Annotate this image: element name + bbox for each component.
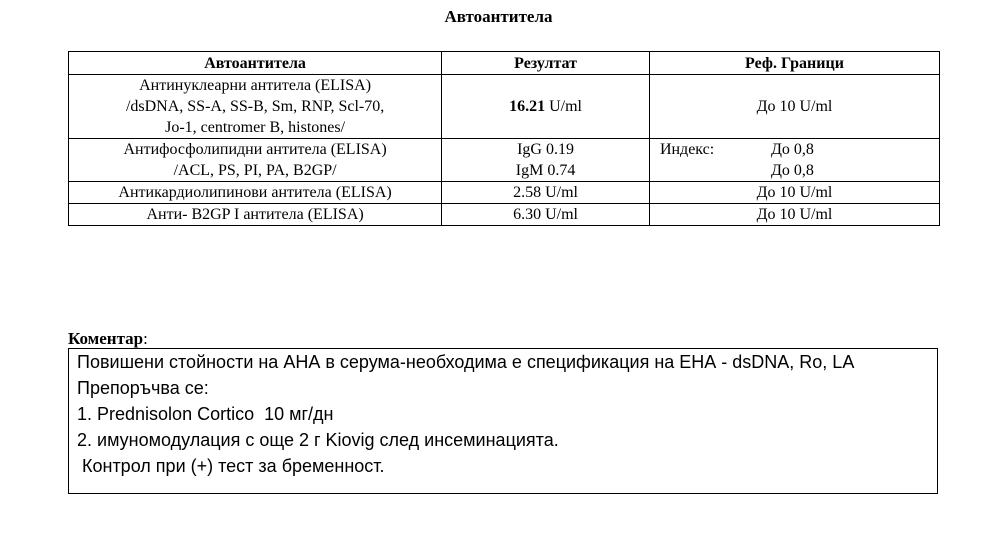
comment-line: 2. имуномодулация с още 2 г Kiovig след инсеминацията. [77,430,559,450]
result-cell: 2.58 U/ml [442,182,650,204]
reference-cell [649,139,939,182]
column-header-autoantibodies: Автоантитела [69,52,442,75]
table-row [69,182,940,204]
test-name-cell [69,139,442,182]
test-name-line: Антифосфолипидни антитела (ELISA) [123,141,387,158]
page-title: Автоантитела [444,7,553,26]
comment-label-colon: : [143,329,148,348]
comment-line: Повишени стойности на АНА в серума-необходима е спецификация на ЕНА - dsDNA, Ro, LA [77,352,855,372]
test-name-cell [69,75,442,139]
reference-line: До 0,8 [770,141,814,158]
result-cell [442,139,650,182]
test-name-line: Антинуклеарни антитела (ELISA) [139,77,372,94]
test-name-line: /dsDNA, SS-A, SS-B, Sm, RNP, Scl-70, [125,98,385,115]
test-name-line: /ACL, PS, PI, PA, B2GP/ [173,162,337,179]
reference-cell: До 10 U/ml [649,182,939,204]
table-row [69,75,940,139]
comment-line: Препоръчва се: [77,378,209,398]
index-label: Индекс: [659,141,715,158]
test-name-cell: Анти- B2GP I антитела (ELISA) [69,204,442,226]
result-cell [442,75,650,139]
result-line: IgG 0.19 [517,141,574,158]
table-row [69,139,940,182]
comment-label: Коментар [68,329,144,348]
reference-cell: До 10 U/ml [649,204,939,226]
table-header-row [69,52,940,75]
comment-box [68,348,938,494]
result-cell: 6.30 U/ml [442,204,650,226]
result-line: IgM 0.74 [515,162,576,179]
comment-line: 1. Prednisolon Cortico 10 мг/дн [77,404,334,424]
column-header-result: Резултат [442,52,650,75]
result-value: 16.21 [509,98,546,115]
column-header-reference: Реф. Граници [649,52,939,75]
test-name-cell: Антикардиолипинови антитела (ELISA) [69,182,442,204]
test-name-line: Jo-1, centromer B, histones/ [165,119,346,136]
autoantibodies-table [68,51,940,226]
reference-line: До 0,8 [770,162,814,179]
table-row [69,204,940,226]
result-unit: U/ml [545,98,582,115]
reference-cell: До 10 U/ml [649,75,939,139]
comment-heading [68,329,148,349]
comment-line: Контрол при (+) тест за бременност. [77,456,385,476]
